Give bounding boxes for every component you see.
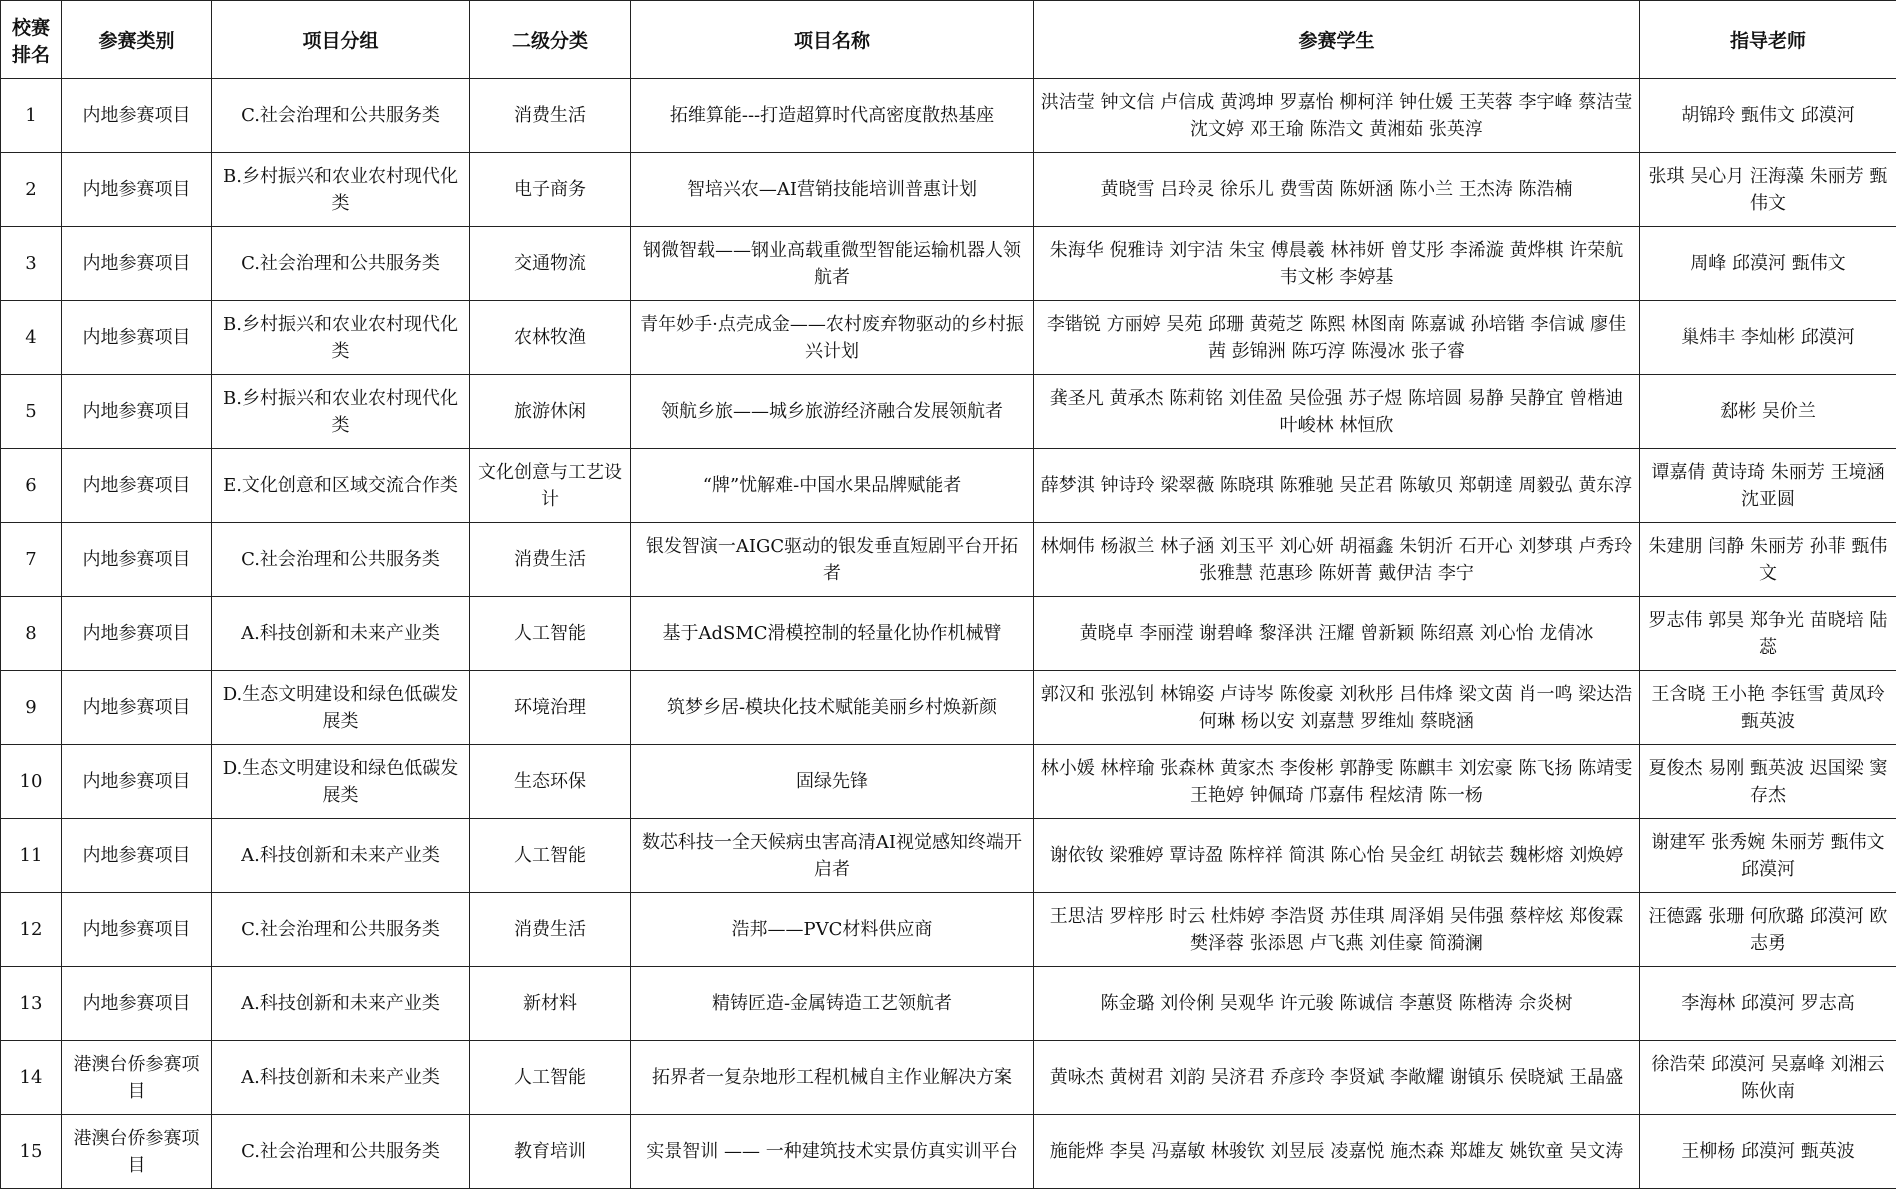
- teachers-cell: 巢炜丰 李灿彬 邱漠河: [1640, 301, 1896, 375]
- students-cell: 林炯伟 杨淑兰 林子涵 刘玉平 刘心妍 胡福鑫 朱钥沂 石开心 刘梦琪 卢秀玲 张雅慧 范惠珍 陈妍菁 戴伊洁 李宁: [1034, 523, 1640, 597]
- subclass-cell: 教育培训: [470, 1115, 631, 1189]
- teachers-cell: 罗志伟 郭昊 郑争光 苗晓培 陆蕊: [1640, 597, 1896, 671]
- header-category: 参赛类别: [62, 1, 212, 79]
- project-name-cell: 实景智训 —— 一种建筑技术实景仿真实训平台: [631, 1115, 1034, 1189]
- teachers-cell: 郄彬 吴价兰: [1640, 375, 1896, 449]
- students-cell: 谢依钕 梁雅婷 覃诗盈 陈梓祥 简淇 陈心怡 吴金红 胡铱芸 魏彬熔 刘焕婷: [1034, 819, 1640, 893]
- group-cell: D.生态文明建设和绿色低碳发展类: [212, 745, 470, 819]
- category-cell: 内地参赛项目: [62, 819, 212, 893]
- category-cell: 内地参赛项目: [62, 449, 212, 523]
- students-cell: 朱海华 倪雅诗 刘宇洁 朱宝 傅晨羲 林祎妍 曾艾彤 李浠漩 黄烨棋 许荣航 韦文彬 李婷基: [1034, 227, 1640, 301]
- group-cell: A.科技创新和未来产业类: [212, 967, 470, 1041]
- category-cell: 内地参赛项目: [62, 375, 212, 449]
- project-name-cell: 智培兴农—AI营销技能培训普惠计划: [631, 153, 1034, 227]
- category-cell: 内地参赛项目: [62, 597, 212, 671]
- table-row: [1, 819, 1896, 893]
- group-cell: C.社会治理和公共服务类: [212, 227, 470, 301]
- rank-cell: 14: [1, 1041, 62, 1115]
- teachers-cell: 谢建军 张秀婉 朱丽芳 甄伟文 邱漠河: [1640, 819, 1896, 893]
- rank-cell: 2: [1, 153, 62, 227]
- table-row: [1, 227, 1896, 301]
- category-cell: 内地参赛项目: [62, 967, 212, 1041]
- category-cell: 内地参赛项目: [62, 745, 212, 819]
- table-row: [1, 1115, 1896, 1189]
- header-rank: 校赛排名: [1, 1, 62, 79]
- group-cell: B.乡村振兴和农业农村现代化类: [212, 153, 470, 227]
- project-name-cell: 精铸匠造-金属铸造工艺领航者: [631, 967, 1034, 1041]
- students-cell: 陈金璐 刘伶俐 吴观华 许元骏 陈诚信 李蕙贤 陈楷涛 佘炎树: [1034, 967, 1640, 1041]
- rank-cell: 5: [1, 375, 62, 449]
- category-cell: 内地参赛项目: [62, 227, 212, 301]
- rank-cell: 3: [1, 227, 62, 301]
- group-cell: A.科技创新和未来产业类: [212, 1041, 470, 1115]
- students-cell: 郭汉和 张泓钊 林锦姿 卢诗岑 陈俊豪 刘秋彤 吕伟烽 梁文茵 肖一鸣 梁达浩 何琳 杨以安 刘嘉慧 罗维灿 蔡晓涵: [1034, 671, 1640, 745]
- table-row: [1, 375, 1896, 449]
- rank-cell: 8: [1, 597, 62, 671]
- group-cell: C.社会治理和公共服务类: [212, 1115, 470, 1189]
- group-cell: C.社会治理和公共服务类: [212, 893, 470, 967]
- subclass-cell: 电子商务: [470, 153, 631, 227]
- teachers-cell: 张琪 吴心月 汪海藻 朱丽芳 甄伟文: [1640, 153, 1896, 227]
- category-cell: 港澳台侨参赛项目: [62, 1041, 212, 1115]
- table-row: [1, 79, 1896, 153]
- rank-cell: 9: [1, 671, 62, 745]
- project-name-cell: 浩邦——PVC材料供应商: [631, 893, 1034, 967]
- subclass-cell: 人工智能: [470, 819, 631, 893]
- teachers-cell: 李海林 邱漠河 罗志高: [1640, 967, 1896, 1041]
- teachers-cell: 王柳杨 邱漠河 甄英波: [1640, 1115, 1896, 1189]
- rank-cell: 7: [1, 523, 62, 597]
- table-row: [1, 671, 1896, 745]
- subclass-cell: 交通物流: [470, 227, 631, 301]
- table-row: [1, 523, 1896, 597]
- subclass-cell: 新材料: [470, 967, 631, 1041]
- rank-cell: 11: [1, 819, 62, 893]
- students-cell: 龚圣凡 黄承杰 陈莉铭 刘佳盈 吴俭强 苏子煜 陈培圆 易静 吴静宜 曾楷迪 叶峻林 林恒欣: [1034, 375, 1640, 449]
- project-name-cell: 钢微智载——钢业高载重微型智能运输机器人领航者: [631, 227, 1034, 301]
- header-teachers: 指导老师: [1640, 1, 1896, 79]
- rank-cell: 1: [1, 79, 62, 153]
- subclass-cell: 环境治理: [470, 671, 631, 745]
- teachers-cell: 王含晓 王小艳 李钰雪 黄凤玲 甄英波: [1640, 671, 1896, 745]
- students-cell: 洪洁莹 钟文信 卢信成 黄鸿坤 罗嘉怡 柳柯洋 钟仕媛 王芙蓉 李宇峰 蔡洁莹 沈文婷 邓王瑜 陈浩文 黄湘茹 张英淳: [1034, 79, 1640, 153]
- table-row: [1, 745, 1896, 819]
- table-row: [1, 153, 1896, 227]
- group-cell: A.科技创新和未来产业类: [212, 819, 470, 893]
- table-row: [1, 893, 1896, 967]
- category-cell: 内地参赛项目: [62, 671, 212, 745]
- subclass-cell: 人工智能: [470, 1041, 631, 1115]
- header-row: [1, 1, 1896, 79]
- project-name-cell: 数芯科技一全天候病虫害高清AI视觉感知终端开启者: [631, 819, 1034, 893]
- project-name-cell: 青年妙手·点壳成金——农村废弃物驱动的乡村振兴计划: [631, 301, 1034, 375]
- category-cell: 内地参赛项目: [62, 79, 212, 153]
- table-row: [1, 967, 1896, 1041]
- subclass-cell: 人工智能: [470, 597, 631, 671]
- project-name-cell: 银发智演一AIGC驱动的银发垂直短剧平台开拓者: [631, 523, 1034, 597]
- teachers-cell: 朱建朋 闫静 朱丽芳 孙菲 甄伟文: [1640, 523, 1896, 597]
- students-cell: 李锴锐 方丽婷 吴苑 邱珊 黄菀芝 陈熙 林图南 陈嘉诚 孙培锴 李信诚 廖佳茜 彭锦洲 陈巧淳 陈漫冰 张子睿: [1034, 301, 1640, 375]
- rank-cell: 13: [1, 967, 62, 1041]
- table-row: [1, 449, 1896, 523]
- project-name-cell: 基于AdSMC滑模控制的轻量化协作机械臂: [631, 597, 1034, 671]
- category-cell: 港澳台侨参赛项目: [62, 1115, 212, 1189]
- students-cell: 施能烨 李昊 冯嘉敏 林骏钦 刘昱辰 凌嘉悦 施杰森 郑雄友 姚钦童 吴文涛: [1034, 1115, 1640, 1189]
- students-cell: 黄晓卓 李丽滢 谢碧峰 黎泽洪 汪耀 曾新颖 陈绍熹 刘心怡 龙倩冰: [1034, 597, 1640, 671]
- teachers-cell: 谭嘉倩 黄诗琦 朱丽芳 王境涵 沈亚圆: [1640, 449, 1896, 523]
- students-cell: 林小媛 林梓瑜 张森林 黄家杰 李俊彬 郭静雯 陈麒丰 刘宏豪 陈飞扬 陈靖雯 王艳婷 钟佩琦 邝嘉伟 程炫清 陈一杨: [1034, 745, 1640, 819]
- group-cell: D.生态文明建设和绿色低碳发展类: [212, 671, 470, 745]
- teachers-cell: 胡锦玲 甄伟文 邱漠河: [1640, 79, 1896, 153]
- project-name-cell: 拓界者一复杂地形工程机械自主作业解决方案: [631, 1041, 1034, 1115]
- category-cell: 内地参赛项目: [62, 301, 212, 375]
- header-group: 项目分组: [212, 1, 470, 79]
- header-subclass: 二级分类: [470, 1, 631, 79]
- subclass-cell: 消费生活: [470, 523, 631, 597]
- table-row: [1, 597, 1896, 671]
- project-name-cell: 拓维算能---打造超算时代高密度散热基座: [631, 79, 1034, 153]
- teachers-cell: 徐浩荣 邱漠河 吴嘉峰 刘湘云 陈伙南: [1640, 1041, 1896, 1115]
- table-body: [1, 79, 1896, 1189]
- teachers-cell: 周峰 邱漠河 甄伟文: [1640, 227, 1896, 301]
- rank-cell: 6: [1, 449, 62, 523]
- rank-cell: 10: [1, 745, 62, 819]
- category-cell: 内地参赛项目: [62, 523, 212, 597]
- group-cell: B.乡村振兴和农业农村现代化类: [212, 375, 470, 449]
- group-cell: A.科技创新和未来产业类: [212, 597, 470, 671]
- header-project-name: 项目名称: [631, 1, 1034, 79]
- subclass-cell: 农林牧渔: [470, 301, 631, 375]
- table-row: [1, 1041, 1896, 1115]
- students-cell: 薛梦淇 钟诗玲 梁翠薇 陈晓琪 陈雅驰 吴芷君 陈敏贝 郑朝達 周毅弘 黄东淳: [1034, 449, 1640, 523]
- table-row: [1, 301, 1896, 375]
- subclass-cell: 文化创意与工艺设计: [470, 449, 631, 523]
- teachers-cell: 夏俊杰 易刚 甄英波 迟国梁 窦存杰: [1640, 745, 1896, 819]
- project-name-cell: 固绿先锋: [631, 745, 1034, 819]
- students-cell: 黄咏杰 黄树君 刘韵 吴济君 乔彦玲 李贤斌 李敞耀 谢镇乐 侯晓斌 王晶盛: [1034, 1041, 1640, 1115]
- rank-cell: 4: [1, 301, 62, 375]
- group-cell: B.乡村振兴和农业农村现代化类: [212, 301, 470, 375]
- rank-cell: 15: [1, 1115, 62, 1189]
- group-cell: C.社会治理和公共服务类: [212, 523, 470, 597]
- group-cell: C.社会治理和公共服务类: [212, 79, 470, 153]
- header-students: 参赛学生: [1034, 1, 1640, 79]
- group-cell: E.文化创意和区域交流合作类: [212, 449, 470, 523]
- project-name-cell: 领航乡旅——城乡旅游经济融合发展领航者: [631, 375, 1034, 449]
- project-name-cell: “牌”忧解难-中国水果品牌赋能者: [631, 449, 1034, 523]
- subclass-cell: 旅游休闲: [470, 375, 631, 449]
- subclass-cell: 生态环保: [470, 745, 631, 819]
- category-cell: 内地参赛项目: [62, 893, 212, 967]
- rank-cell: 12: [1, 893, 62, 967]
- subclass-cell: 消费生活: [470, 79, 631, 153]
- teachers-cell: 汪德露 张珊 何欣璐 邱漠河 欧志勇: [1640, 893, 1896, 967]
- project-name-cell: 筑梦乡居-模块化技术赋能美丽乡村焕新颜: [631, 671, 1034, 745]
- category-cell: 内地参赛项目: [62, 153, 212, 227]
- subclass-cell: 消费生活: [470, 893, 631, 967]
- students-cell: 黄晓雪 吕玲灵 徐乐儿 费雪茵 陈妍涵 陈小兰 王杰涛 陈浩楠: [1034, 153, 1640, 227]
- students-cell: 王思洁 罗梓彤 时云 杜炜婷 李浩贤 苏佳琪 周泽娟 吴伟强 蔡梓炫 郑俊霖 樊泽蓉 张添恩 卢飞燕 刘佳豪 简漪澜: [1034, 893, 1640, 967]
